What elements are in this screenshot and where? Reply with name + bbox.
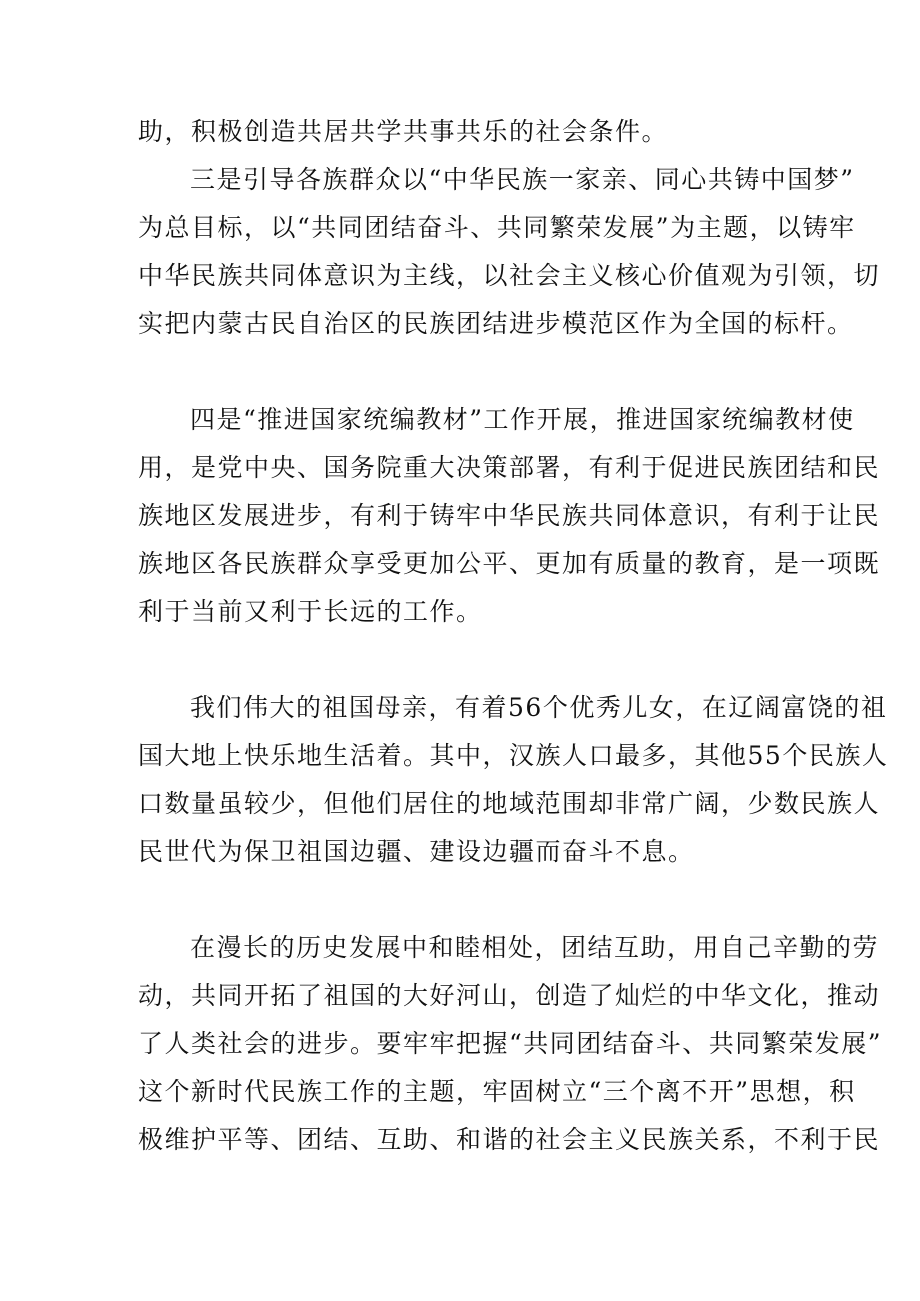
- paragraph-3-line-2: 用，是党中央、国务院重大决策部署，有利于促进民族团结和民: [138, 453, 881, 482]
- paragraph-3-line-4: 族地区各民族群众享受更加公平、更加有质量的教育，是一项既: [138, 549, 881, 578]
- paragraph-5-line-5: 极维护平等、团结、互助、和谐的社会主义民族关系，不利于民: [138, 1125, 881, 1154]
- paragraph-5-line-4: 这个新时代民族工作的主题，牢固树立“三个离不开”思想，积: [138, 1077, 856, 1106]
- paragraph-5-line-1: 在漫长的历史发展中和睦相处，团结互助，用自己辛勤的劳: [190, 933, 880, 962]
- paragraph-4-line-3: 口数量虽较少，但他们居住的地域范围却非常广阔，少数民族人: [138, 789, 881, 818]
- paragraph-3-line-5: 利于当前又利于长远的工作。: [138, 597, 483, 626]
- paragraph-4-line-4: 民世代为保卫祖国边疆、建设边疆而奋斗不息。: [138, 837, 695, 866]
- paragraph-2-line-2: 为总目标，以“共同团结奋斗、共同繁荣发展”为主题，以铸牢: [138, 213, 856, 242]
- paragraph-2-line-3: 中华民族共同体意识为主线，以社会主义核心价值观为引领，切: [138, 261, 881, 290]
- paragraph-4-line-1: 我们伟大的祖国母亲，有着56个优秀儿女，在辽阔富饶的祖: [190, 693, 888, 722]
- paragraph-2-line-1: 三是引导各族群众以“中华民族一家亲、同心共铸中国梦”: [190, 165, 855, 194]
- paragraph-5-line-2: 动，共同开拓了祖国的大好河山，创造了灿烂的中华文化，推动: [138, 981, 881, 1010]
- paragraph-2-line-4: 实把内蒙古民自治区的民族团结进步模范区作为全国的标杆。: [138, 309, 854, 338]
- paragraph-4-line-2: 国大地上快乐地生活着。其中，汉族人口最多，其他55个民族人: [138, 741, 889, 770]
- paragraph-3-line-1: 四是“推进国家统编教材”工作开展，推进国家统编教材使: [190, 405, 855, 434]
- paragraph-5-line-3: 了人类社会的进步。要牢牢把握“共同团结奋斗、共同繁荣发展”: [138, 1029, 883, 1058]
- paragraph-1-line-1: 助，积极创造共居共学共事共乐的社会条件。: [138, 117, 669, 146]
- paragraph-3-line-3: 族地区发展进步，有利于铸牢中华民族共同体意识，有利于让民: [138, 501, 881, 530]
